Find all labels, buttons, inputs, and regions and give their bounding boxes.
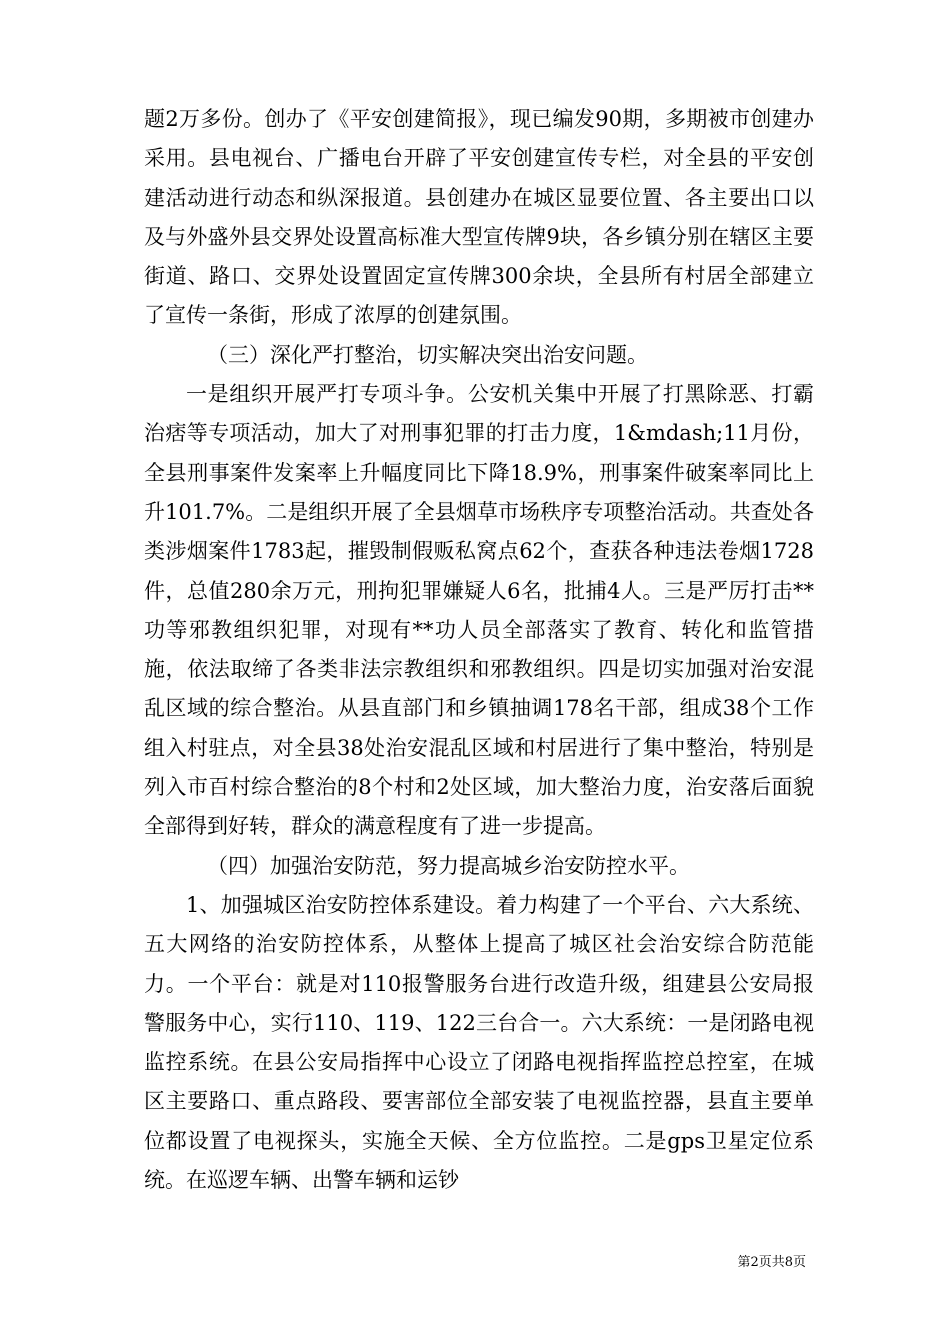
document-body bbox=[144, 100, 814, 1200]
section-heading-4: （四）加强治安防范，努力提高城乡治安防控水平。 bbox=[207, 853, 690, 878]
paragraph-publicity-continuation: 题2万多份。创办了《平安创建简报》，现已编发90期，多期被市创建办采用。县电视台、广播电台开辟了平安创建宣传专栏，对全县的平安创建活动进行动态和纵深报道。县创建办在城区显要位置、各主要出口以及与外盛外县交界处设置高标准大型宣传牌9块，各乡镇分别在辖区主要街道、路口、交界处设置固定宣传牌300余块，全县所有村居全部建立了宣传一条街，形成了浓厚的创建氛围。 bbox=[144, 107, 814, 328]
page-number-footer: 第2页共8页 bbox=[737, 1255, 806, 1270]
section-heading-3: （三）深化严打整治，切实解决突出治安问题。 bbox=[207, 342, 648, 367]
paragraph-urban-prevention: 1、加强城区治安防控体系建设。着力构建了一个平台、六大系统、五大网络的治安防控体系，从整体上提高了城区社会治安综合防范能力。一个平台：就是对110报警服务台进行改造升级，组建县公安局报警服务中心，实行110、119、122三台合一。六大系统：一是闭路电视监控系统。在县公安局指挥中心设立了闭路电视指挥监控总控室，在城区主要路口、重点路段、要害部位全部安装了电视监控器，县直主要单位都设置了电视探头，实施全天候、全方位监控。二是gps卫星定位系统。在巡逻车辆、出警车辆和运钞 bbox=[144, 892, 814, 1193]
paragraph-crackdown: 一是组织开展严打专项斗争。公安机关集中开展了打黑除恶、打霸治痞等专项活动，加大了对刑事犯罪的打击力度，1&mdash;11月份，全县刑事案件发案率上升幅度同比下降18.9%，刑事案件破案率同比上升101.7%。二是组织开展了全县烟草市场秩序专项整治活动。共查处各类涉烟案件1783起，摧毁制假贩私窝点62个，查获各种违法卷烟1728件，总值280余万元，刑拘犯罪嫌疑人6名，批捕4人。三是严厉打击**功等邪教组织犯罪，对现有**功人员全部落实了教育、转化和监管措施，依法取缔了各类非法宗教组织和邪教组织。四是切实加强对治安混乱区域的综合整治。从县直部门和乡镇抽调178名干部，组成38个工作组入村驻点，对全县38处治安混乱区域和村居进行了集中整治，特别是列入市百村综合整治的8个村和2处区域，加大整治力度，治安落后面貌全部得到好转，群众的满意程度有了进一步提高。 bbox=[144, 382, 814, 839]
